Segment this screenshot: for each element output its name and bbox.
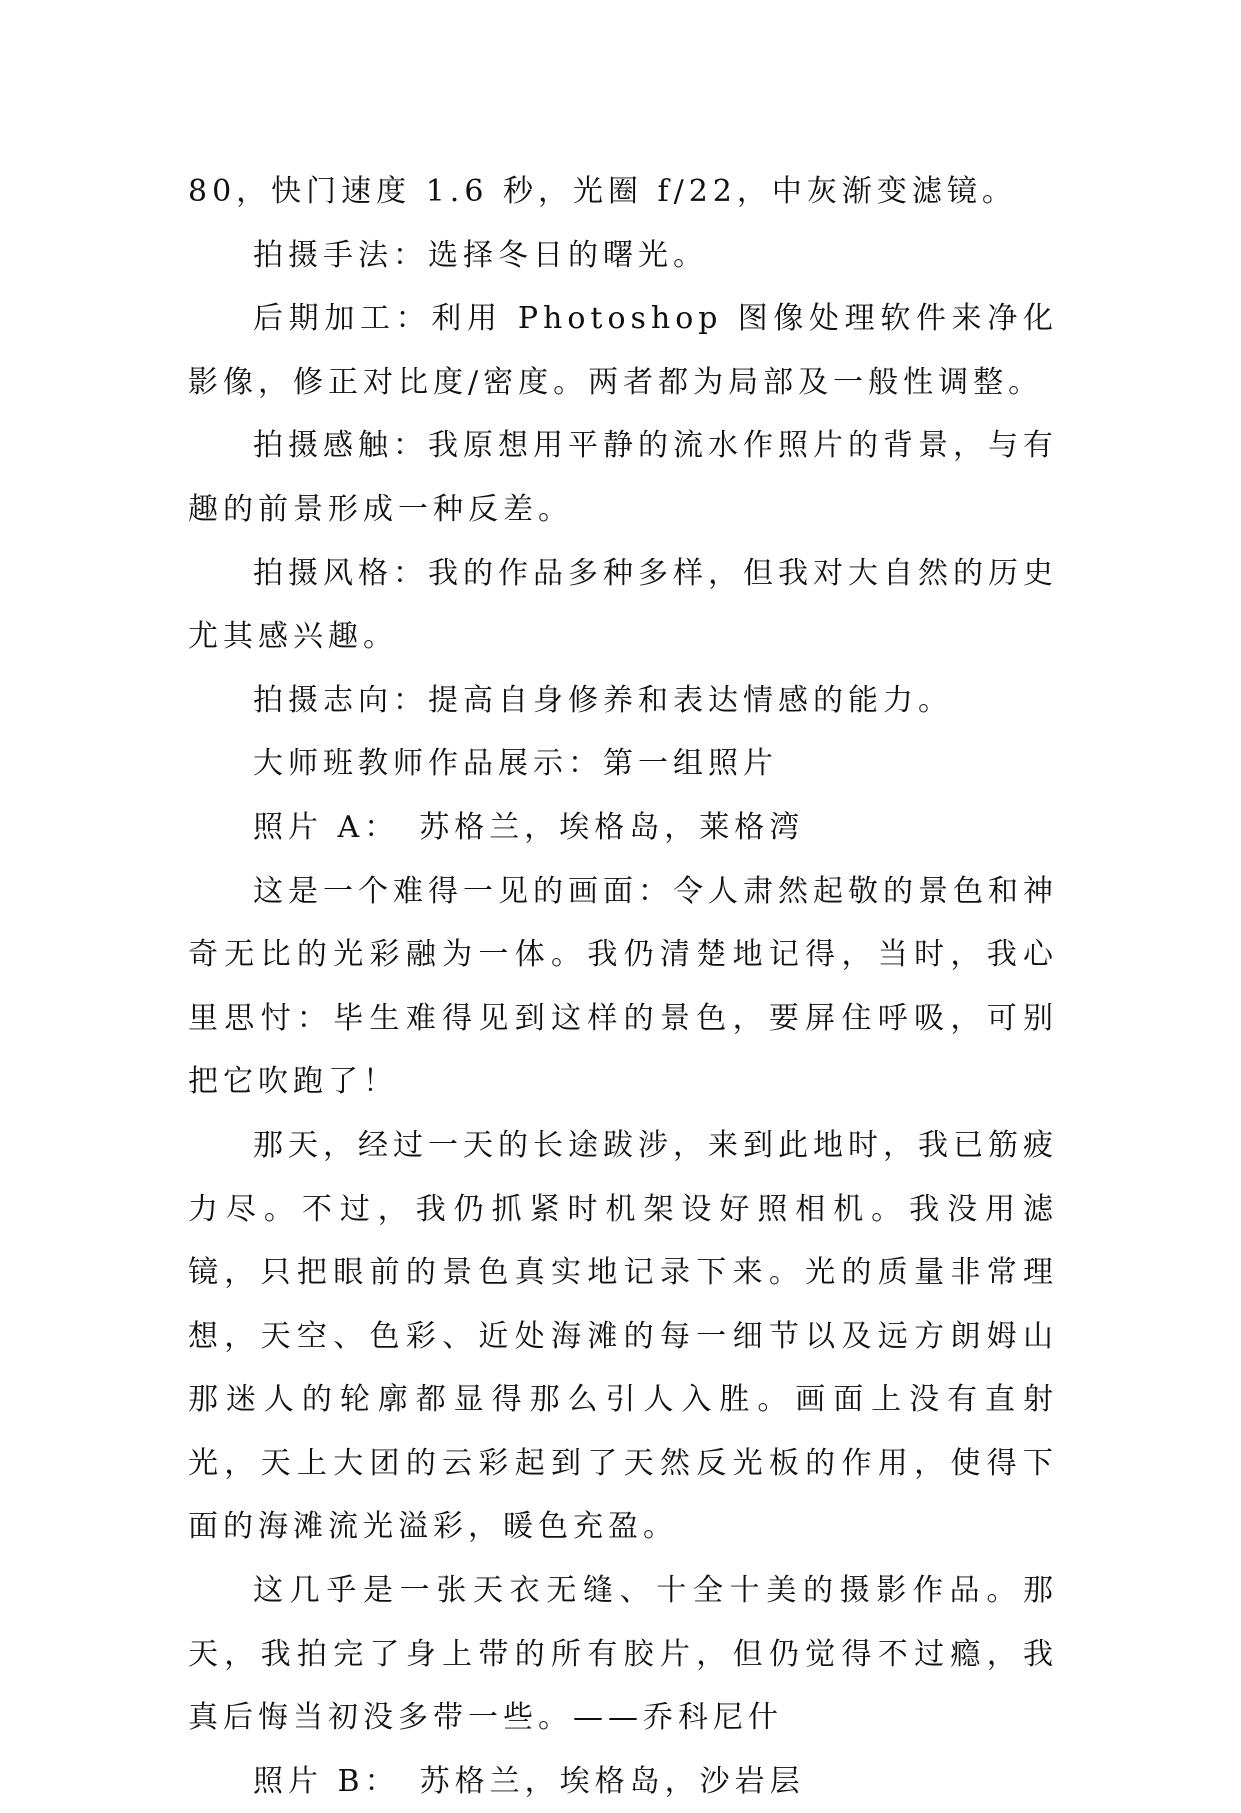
photo-b-caption: 照片 B： 苏格兰，埃格岛，沙岩层 [253,1763,805,1799]
section-heading: 大师班教师作品展示：第一组照片 [253,746,778,782]
paragraph-impression: 拍摄感触：我原想用平静的流水作照片的背景，与有趣的前景形成一种反差。 [188,428,1058,527]
body-text [188,160,1058,1813]
paragraph-photo-a-description: 这是一个难得一见的画面：令人肃然起敬的景色和神奇无比的光彩融为一体。我仍清楚地记得，当时，我心里思忖：毕生难得见到这样的景色，要屏住呼吸，可别把它吹跑了！ [188,873,1058,1100]
paragraph-aspiration: 拍摄志向：提高自身修养和表达情感的能力。 [253,682,953,718]
paragraph-photo-a-closing: 这几乎是一张天衣无缝、十全十美的摄影作品。那天，我拍完了身上带的所有胶片，但仍觉得不过瘾，我真后悔当初没多带一些。——乔科尼什 [188,1573,1058,1736]
paragraph-photo-a-story: 那天，经过一天的长途跋涉，来到此地时，我已筋疲力尽。不过，我仍抓紧时机架设好照相机。我没用滤镜，只把眼前的景色真实地记录下来。光的质量非常理想，天空、色彩、近处海滩的每一细节以及远方朗姆山那迷人的轮廓都显得那么引人入胜。画面上没有直射光，天上大团的云彩起到了天然反光板的作用，使得下面的海滩流光溢彩，暖色充盈。 [188,1127,1058,1545]
paragraph-style: 拍摄风格：我的作品多种多样，但我对大自然的历史尤其感兴趣。 [188,555,1058,655]
paragraph-technique: 拍摄手法：选择冬日的曙光。 [253,237,708,273]
paragraph-post-processing: 后期加工：利用 Photoshop 图像处理软件来净化影像，修正对比度/密度。两者都为局部及一般性调整。 [188,301,1058,400]
paragraph-camera-settings: 80，快门速度 1.6 秒，光圈 f/22，中灰渐变滤镜。 [188,174,1017,209]
photo-a-caption: 照片 A： 苏格兰，埃格岛，莱格湾 [253,809,805,845]
